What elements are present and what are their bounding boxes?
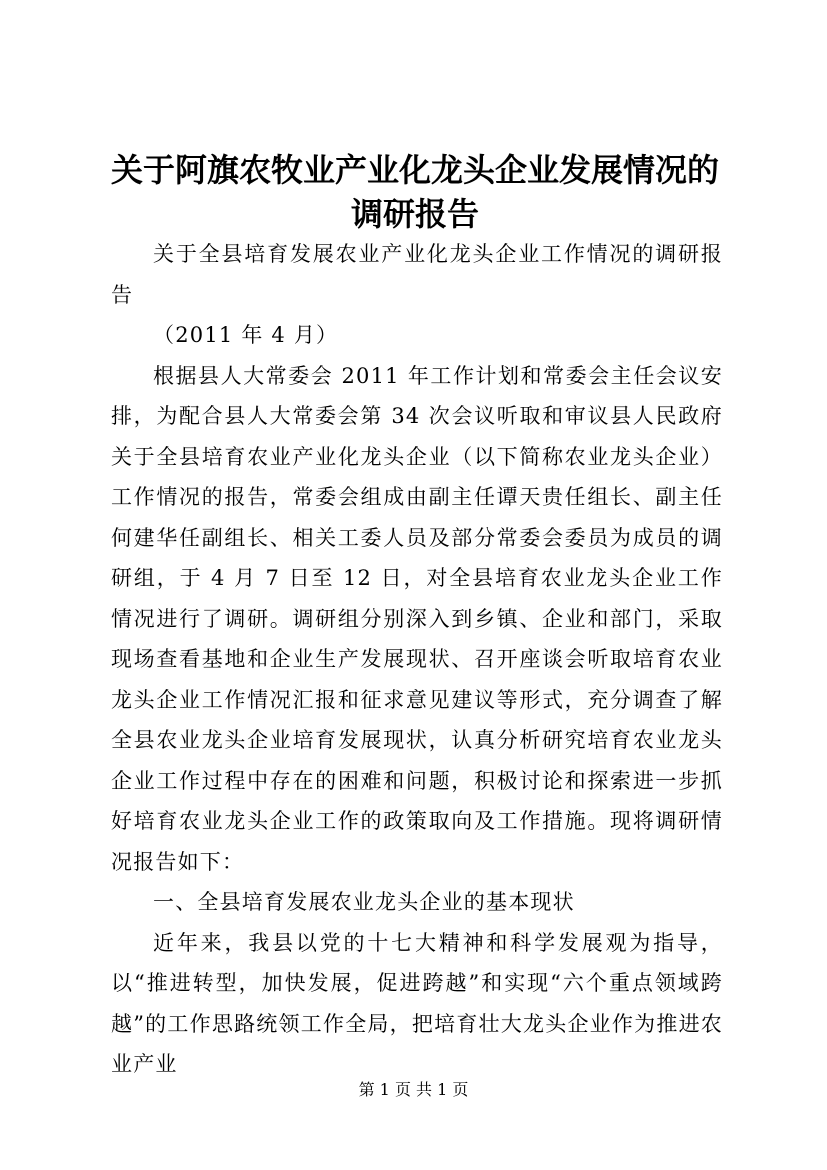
page-footer: 第 1 页 共 1 页 bbox=[358, 1080, 469, 1099]
document-body bbox=[111, 234, 723, 1085]
intro-paragraph: 根据县人大常委会 2011 年工作计划和常委会主任会议安排，为配合县人大常委会第 34 次会议听取和审议县人民政府关于全县培育农业产业化龙头企业（以下简称农业龙头企业）工作情况的报告，常委会组成由副主任谭天贵任组长、副主任何建华任副组长、相关工委人员及部分常委会委员为成员的调研组，于 4 月 7 日至 12 日，对全县培育农业龙头企业工作情况进行了调研。调研组分别深入到乡镇、企业和部门，采取现场查看基地和企业生产发展现状、召开座谈会听取培育农业龙头企业工作情况汇报和征求意见建议等形式，充分调查了解全县农业龙头企业培育发展现状，认真分析研究培育农业龙头企业工作过程中存在的困难和问题，积极讨论和探索进一步抓好培育农业龙头企业工作的政策取向及工作措施。现将调研情况报告如下： bbox=[111, 363, 723, 874]
date-paragraph: （2011 年 4 月） bbox=[153, 323, 339, 347]
section-heading: 一、全县培育发展农业龙头企业的基本现状 bbox=[153, 890, 575, 914]
subtitle-paragraph: 关于全县培育发展农业产业化龙头企业工作情况的调研报告 bbox=[111, 242, 723, 307]
document-title: 关于阿旗农牧业产业化龙头企业发展情况的调研报告 bbox=[110, 151, 719, 233]
body-paragraph: 近年来，我县以党的十七大精神和科学发展观为指导，以“推进转型，加快发展，促进跨越”和实现“六个重点领域跨越”的工作思路统领工作全局，把培育壮大龙头企业作为推进农业产业 bbox=[111, 930, 723, 1076]
